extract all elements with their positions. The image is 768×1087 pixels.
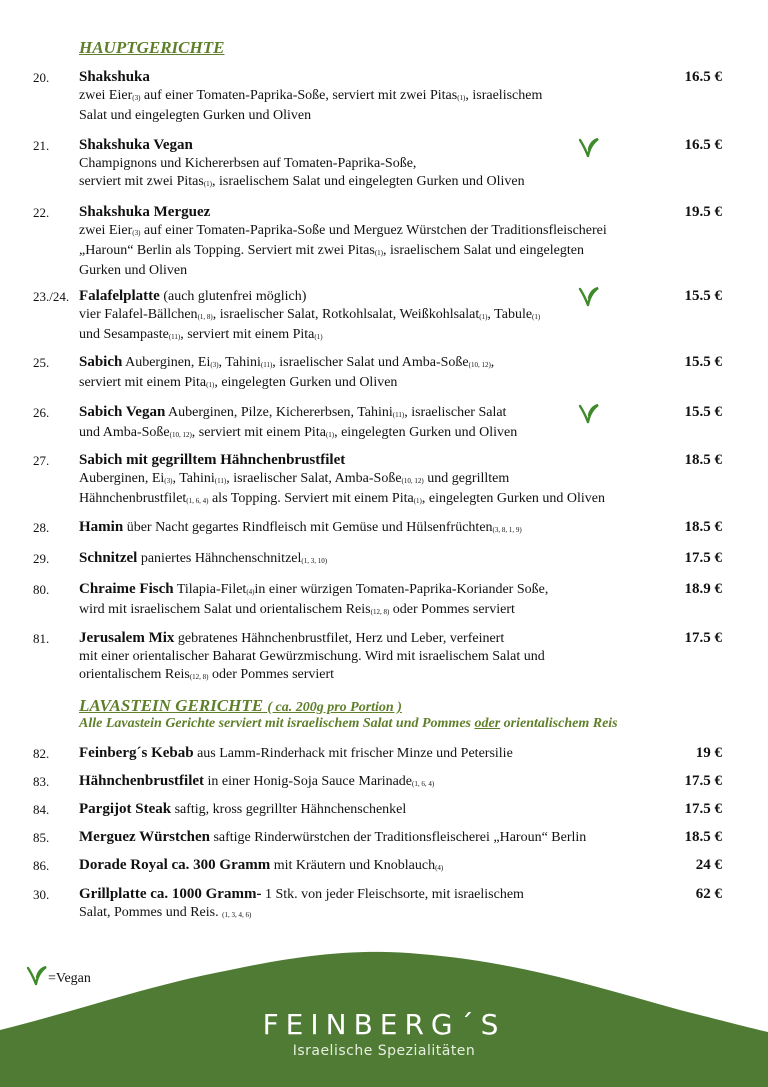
item-price: 62 € bbox=[695, 886, 722, 902]
item-price: 18.5 € bbox=[684, 829, 722, 845]
item-name: Jerusalem Mix bbox=[79, 630, 175, 646]
allergen: (10, 12) bbox=[169, 431, 192, 439]
note-emphasis: oder bbox=[474, 716, 501, 731]
item-desc: mit Kräutern und Knoblauch bbox=[270, 858, 436, 873]
allergen: (1) bbox=[206, 381, 215, 389]
vegan-leaf-icon bbox=[578, 136, 600, 158]
item-desc: , eingelegten Gurken und Oliven bbox=[421, 491, 606, 506]
item-number: 80. bbox=[33, 582, 50, 597]
item-number: 86. bbox=[33, 858, 50, 873]
note-text: Alle Lavastein Gerichte serviert mit israelischem Salat und Pommes bbox=[79, 716, 475, 731]
item-price: 17.5 € bbox=[684, 550, 722, 566]
item-desc: Gurken und Oliven bbox=[79, 263, 188, 278]
item-body bbox=[79, 800, 679, 819]
brand-tagline: Israelische Spezialitäten bbox=[292, 1043, 476, 1059]
allergen: (4) bbox=[246, 588, 255, 596]
vegan-leaf-icon bbox=[578, 285, 600, 307]
allergen: (3, 8, 1, 9) bbox=[492, 526, 522, 534]
item-number: 26. bbox=[33, 405, 50, 420]
item-desc: 1 Stk. von jeder Fleischsorte, mit israelischem bbox=[261, 887, 524, 902]
item-body bbox=[79, 828, 679, 847]
item-desc: oder Pommes serviert bbox=[389, 602, 515, 617]
item-price: 15.5 € bbox=[684, 354, 722, 370]
allergen: (12, 8) bbox=[370, 608, 390, 616]
item-price: 15.5 € bbox=[684, 288, 722, 304]
item-price: 18.5 € bbox=[684, 452, 722, 468]
legend-text: =Vegan bbox=[48, 971, 91, 986]
item-number: 20. bbox=[33, 70, 50, 85]
item-name: Feinberg´s Kebab bbox=[79, 745, 194, 761]
item-desc: , bbox=[490, 355, 495, 370]
allergen: (1, 8) bbox=[197, 313, 213, 321]
item-desc: als Topping. Serviert mit einem Pita bbox=[208, 491, 414, 506]
allergen: (1) bbox=[203, 180, 212, 188]
item-desc: gebratenes Hähnchenbrustfilet, Herz und Leber, verfeinert bbox=[174, 631, 505, 646]
item-desc: saftig, kross gegrillter Hähnchenschenkel bbox=[171, 802, 407, 817]
section-subtitle: ( ca. 200g pro Portion ) bbox=[267, 700, 402, 715]
item-price: 17.5 € bbox=[684, 801, 722, 817]
vegan-leaf-icon bbox=[578, 402, 600, 424]
allergen: (1) bbox=[532, 313, 541, 321]
item-desc: Auberginen, Ei bbox=[79, 471, 165, 486]
item-name: Falafelplatte bbox=[79, 288, 160, 304]
item-price: 17.5 € bbox=[684, 630, 722, 646]
item-desc: vier Falafel-Bällchen bbox=[79, 307, 198, 322]
allergen: (1) bbox=[325, 431, 335, 439]
item-desc: und gegrilltem bbox=[423, 471, 510, 486]
allergen: (1, 6, 4) bbox=[412, 780, 435, 788]
allergen: (11) bbox=[392, 411, 405, 419]
allergen: (1) bbox=[374, 249, 383, 257]
item-number: 23./24. bbox=[33, 289, 70, 304]
item-name: Grillplatte ca. 1000 Gramm- bbox=[79, 886, 262, 902]
item-body bbox=[79, 203, 669, 280]
brand-logo: FEINBERG´S bbox=[262, 1008, 506, 1041]
item-desc: Salat und eingelegten Gurken und Oliven bbox=[79, 108, 312, 123]
item-desc: , eingelegten Gurken und Oliven bbox=[214, 375, 398, 390]
item-number: 27. bbox=[33, 453, 50, 468]
item-number: 30. bbox=[33, 887, 50, 902]
item-desc: Auberginen, Pilze, Kichererbsen, Tahini bbox=[165, 405, 393, 420]
item-body bbox=[79, 772, 679, 793]
item-desc: paniertes Hähnchenschnitzel bbox=[137, 551, 302, 566]
item-desc: über Nacht gegartes Rindfleisch mit Gemüse und Hülsenfrüchten bbox=[123, 520, 493, 535]
item-desc: , Tahini bbox=[218, 355, 261, 370]
item-desc: wird mit israelischem Salat und orientalischem Reis bbox=[79, 602, 371, 617]
item-number: 29. bbox=[33, 551, 50, 566]
item-desc: , israelischem bbox=[465, 88, 543, 103]
item-desc: , israelischem Salat und eingelegten Gurken und Oliven bbox=[211, 174, 525, 189]
item-body bbox=[79, 580, 679, 621]
item-number: 28. bbox=[33, 520, 50, 535]
note-text: orientalischem Reis bbox=[500, 716, 618, 731]
item-name: Merguez Würstchen bbox=[79, 829, 210, 845]
item-name: Sabich mit gegrilltem Hähnchenbrustfilet bbox=[79, 452, 346, 468]
item-desc: auf einer Tomaten-Paprika-Soße, serviert mit zwei Pitas bbox=[140, 88, 458, 103]
item-body bbox=[79, 629, 679, 686]
allergen: (1) bbox=[314, 333, 323, 341]
item-desc: zwei Eier bbox=[79, 223, 133, 238]
item-desc: , israelischer Salat und Amba-Soße bbox=[272, 355, 469, 370]
allergen: (12, 8) bbox=[189, 673, 209, 681]
allergen: (10, 12) bbox=[401, 477, 424, 485]
allergen: (4) bbox=[435, 864, 444, 872]
item-desc: , israelischer Salat, Amba-Soße bbox=[226, 471, 402, 486]
item-body bbox=[79, 451, 679, 510]
item-name: Dorade Royal ca. 300 Gramm bbox=[79, 857, 271, 873]
vegan-legend bbox=[26, 964, 91, 987]
item-desc: , serviert mit einem Pita bbox=[180, 327, 315, 342]
allergen: (3) bbox=[132, 229, 141, 237]
section-title-text: LAVASTEIN GERICHTE bbox=[79, 696, 264, 715]
item-name: Pargijot Steak bbox=[79, 801, 172, 817]
item-desc: Hähnchenbrustfilet bbox=[79, 491, 187, 506]
item-desc: , Tahini bbox=[172, 471, 215, 486]
item-desc: , israelischer Salat, Rotkohlsalat, Weißkohlsalat bbox=[212, 307, 480, 322]
item-price: 24 € bbox=[695, 857, 722, 873]
item-name: Schnitzel bbox=[79, 550, 138, 566]
item-number: 25. bbox=[33, 355, 50, 370]
allergen: (1, 3, 10) bbox=[301, 557, 328, 565]
item-name: Hamin bbox=[79, 519, 124, 535]
item-name: Hähnchenbrustfilet bbox=[79, 773, 205, 789]
item-price: 15.5 € bbox=[684, 404, 722, 420]
item-price: 18.9 € bbox=[684, 581, 722, 597]
item-number: 85. bbox=[33, 830, 50, 845]
item-name: Chraime Fisch bbox=[79, 581, 174, 597]
section-note bbox=[79, 716, 618, 732]
item-desc: , Tabule bbox=[487, 307, 533, 322]
item-name: Sabich Vegan bbox=[79, 404, 166, 420]
item-name: Sabich bbox=[79, 354, 123, 370]
item-desc: mit einer orientalischer Baharat Gewürzmischung. Wird mit israelischem Salat und bbox=[79, 649, 545, 664]
item-desc: serviert mit zwei Pitas bbox=[79, 174, 204, 189]
item-desc: , eingelegten Gurken und Oliven bbox=[334, 425, 518, 440]
item-number: 81. bbox=[33, 631, 50, 646]
item-desc: oder Pommes serviert bbox=[208, 667, 335, 682]
item-desc: , serviert mit einem Pita bbox=[191, 425, 326, 440]
item-body bbox=[79, 353, 679, 394]
item-desc: „Haroun“ Berlin als Topping. Serviert mit zwei Pitas bbox=[79, 243, 375, 258]
allergen: (3) bbox=[210, 361, 219, 369]
item-desc: Salat, Pommes und Reis. bbox=[79, 905, 223, 920]
item-desc: serviert mit einem Pita bbox=[79, 375, 207, 390]
allergen: (1) bbox=[457, 94, 466, 102]
item-price: 16.5 € bbox=[684, 69, 722, 85]
item-desc: Tilapia-Filet bbox=[173, 582, 247, 597]
item-price: 17.5 € bbox=[684, 773, 722, 789]
item-body bbox=[79, 518, 679, 539]
item-number: 84. bbox=[33, 802, 50, 817]
item-desc: orientalischem Reis bbox=[79, 667, 190, 682]
allergen: (1) bbox=[413, 497, 422, 505]
allergen: (11) bbox=[214, 477, 227, 485]
item-desc: saftige Rinderwürstchen der Traditionsfleischerei „Haroun“ Berlin bbox=[209, 830, 587, 845]
item-desc: in einer Honig-Soja Sauce Marinade bbox=[204, 774, 413, 789]
item-price: 18.5 € bbox=[684, 519, 722, 535]
allergen: (1, 6, 4) bbox=[186, 497, 209, 505]
item-desc: auf einer Tomaten-Paprika-Soße und Merguez Würstchen der Traditionsfleischerei bbox=[140, 223, 607, 238]
allergen: (11) bbox=[168, 333, 181, 341]
item-number: 22. bbox=[33, 205, 50, 220]
item-body bbox=[79, 744, 679, 763]
item-desc: , israelischem Salat und eingelegten bbox=[382, 243, 584, 258]
item-body bbox=[79, 885, 679, 924]
item-number: 83. bbox=[33, 774, 50, 789]
item-price: 19.5 € bbox=[684, 204, 722, 220]
item-price: 19 € bbox=[695, 745, 722, 761]
section-title-lavastein bbox=[79, 696, 402, 716]
item-desc: Champignons und Kichererbsen auf Tomaten-Paprika-Soße, bbox=[79, 156, 417, 171]
allergen: (3) bbox=[132, 94, 141, 102]
item-name: Shakshuka Merguez bbox=[79, 204, 211, 220]
allergen: (1, 3, 4, 6) bbox=[222, 911, 252, 919]
item-price: 16.5 € bbox=[684, 137, 722, 153]
item-body bbox=[79, 549, 679, 570]
item-desc: zwei Eier bbox=[79, 88, 133, 103]
item-desc: , israelischer Salat bbox=[404, 405, 507, 420]
allergen: (10, 12) bbox=[468, 361, 491, 369]
item-desc: und Sesampaste bbox=[79, 327, 169, 342]
item-number: 21. bbox=[33, 138, 50, 153]
vegan-leaf-icon bbox=[26, 964, 48, 986]
item-desc: aus Lamm-Rinderhack mit frischer Minze und Petersilie bbox=[193, 746, 513, 761]
section-title-hauptgerichte: HAUPTGERICHTE bbox=[79, 38, 225, 57]
item-desc: in einer würzigen Tomaten-Paprika-Koriander Soße, bbox=[254, 582, 549, 597]
allergen: (1) bbox=[479, 313, 488, 321]
allergen: (11) bbox=[260, 361, 273, 369]
item-desc: und Amba-Soße bbox=[79, 425, 170, 440]
item-number: 82. bbox=[33, 746, 50, 761]
item-name: Shakshuka bbox=[79, 69, 150, 85]
allergen: (3) bbox=[164, 477, 173, 485]
item-body bbox=[79, 856, 679, 877]
item-body bbox=[79, 68, 679, 125]
item-desc: Auberginen, Ei bbox=[122, 355, 211, 370]
item-name: Shakshuka Vegan bbox=[79, 137, 193, 153]
item-note: (auch glutenfrei möglich) bbox=[159, 289, 307, 304]
